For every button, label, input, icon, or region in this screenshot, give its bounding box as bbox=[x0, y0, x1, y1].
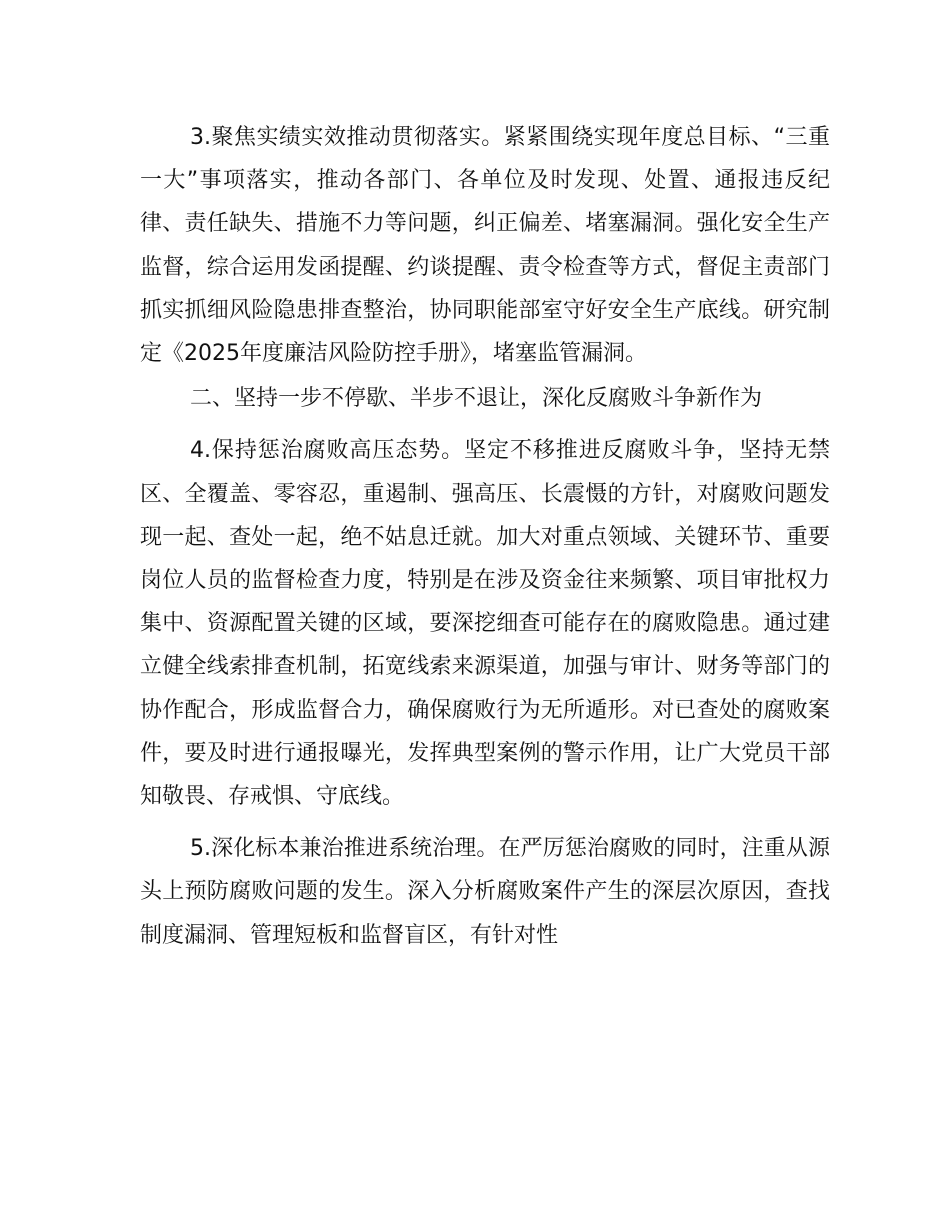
section-heading-2: 二、坚持一步不停歇、半步不退让，深化反腐败斗争新作为 bbox=[190, 386, 763, 412]
paragraph-item-3: 3.聚焦实绩实效推动贯彻落实。紧紧围绕实现年度总目标、“三重一大”事项落实，推动各部门、各单位及时发现、处置、通报违反纪律、责任缺失、措施不力等问题，纠正偏差、堵塞漏洞。强化安全生产监督，综合运用发函提醒、约谈提醒、责令检查等方式，督促主责部门抓实抓细风险隐患排查整治，协同职能部室守好安全生产底线。研究制定《2025年度廉洁风险防控手册》，堵塞监管漏洞。 bbox=[140, 125, 830, 367]
document-body bbox=[140, 116, 830, 957]
paragraph-item-5: 5.深化标本兼治推进系统治理。在严厉惩治腐败的同时，注重从源头上预防腐败问题的发生。深入分析腐败案件产生的深层次原因，查找制度漏洞、管理短板和监督盲区，有针对性 bbox=[140, 836, 830, 948]
paragraph-item-4: 4.保持惩治腐败高压态势。坚定不移推进反腐败斗争，坚持无禁区、全覆盖、零容忍，重遏制、强高压、长震慑的方针，对腐败问题发现一起、查处一起，绝不姑息迁就。加大对重点领域、关键环节、重要岗位人员的监督检查力度，特别是在涉及资金往来频繁、项目审批权力集中、资源配置关键的区域，要深挖细查可能存在的腐败隐患。通过建立健全线索排查机制，拓宽线索来源渠道，加强与审计、财务等部门的协作配合，形成监督合力，确保腐败行为无所遁形。对已查处的腐败案件，要及时进行通报曝光，发挥典型案例的警示作用，让广大党员干部知敬畏、存戒惧、守底线。 bbox=[140, 438, 830, 810]
